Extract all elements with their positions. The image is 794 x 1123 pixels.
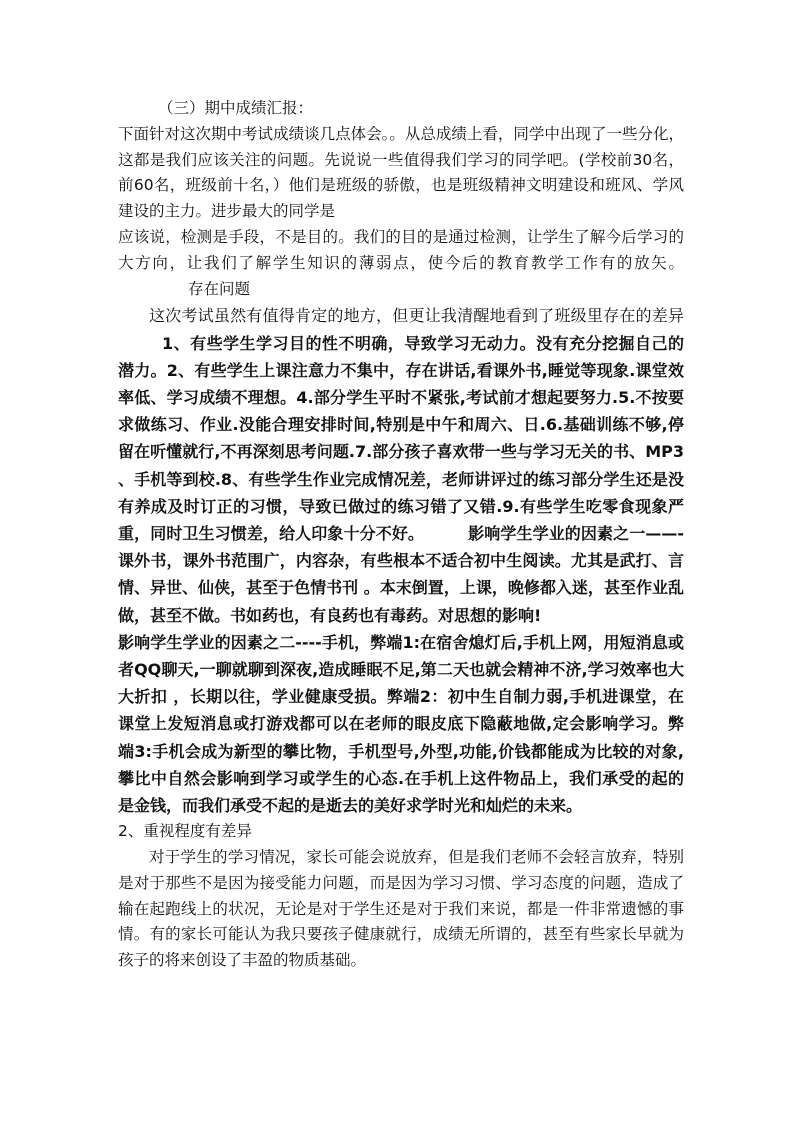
problems-paragraph [118, 302, 684, 628]
intro-paragraph [118, 122, 684, 225]
intro-text: 下面针对这次期中考试成绩谈几点体会。。从总成绩上看，同学中出现了一些分化，这都是我们应该关注的问题。先说说一些值得我们学习的同学吧。(学校前30名，前60名，班级前十名，）他们是班级的骄傲，也是班级精神文明建设和班风、学风建设的主力。进步最大的同学是 [118, 124, 684, 221]
factor-one-text: 影响学生学业的因素之一——-课外书，课外书范围广，内容杂，有些根本不适合初中生阅读。尤其是武打、言情、异世、仙侠，甚至于色情书刊 。本末倒置，上课，晚修都入迷，甚至作业乱做，甚至不做。书如药也，有良药也有毒药。对思想的影响! [118, 524, 684, 625]
item-two-body: 对于学生的学习情况，家长可能会说放弃，但是我们老师不会轻言放弃，特别是对于那些不是因为接受能力问题，而是因为学习习惯、学习态度的问题，造成了输在起跑线上的状况，无论是对于学生还是对于我们来说，都是一件非常遗憾的事情。有的家长可能认为我只要孩子健康就行，成绩无所谓的，甚至有些家长早就为孩子的将来创设了丰盈的物质基础。 [118, 848, 684, 970]
section-heading-text: （三）期中成绩汇报： [158, 99, 314, 117]
problems-list: 1、有些学生学习目的性不明确，导致学习无动力。没有充分挖掘自己的潜力。2、有些学生上课注意力不集中，存在讲话,看课外书,睡觉等现象.课堂效率低、学习成绩不理想。4.部分学生平时不紧张,考试前才想起要努力.5.不按要求做练习、作业.没能合理安排时间,特别是中午和周六、日.6.基础训练不够,停留在听懂就行,不再深刻思考问题.7.部分孩子喜欢带一些与学习无关的书、MP3 、手机等到校.8、有些学生作业完成情况差，老师讲评过的练习部分学生还是没有养成及时订正的习惯，导致已做过的练习错了又错.9.有些学生吃零食现象严重，同时卫生习惯差，给人印象十分不好。 [118, 333, 684, 543]
item-two-heading [118, 819, 684, 845]
purpose-paragraph [118, 225, 684, 302]
problems-title: 存在问题 [188, 279, 251, 298]
document-body [118, 96, 684, 974]
factor-two-text: 影响学生学业的因素之二----手机，弊端1:在宿舍熄灯后,手机上网，用短消息或者QQ聊天,一聊就聊到深夜,造成睡眠不足,第二天也就会精神不济,学习效率也大大折扣 ，长期以往，学业健康受损。弊端2：初中生自制力弱,手机进课堂，在课堂上发短消息或打游戏都可以在老师的眼皮底下隐蔽地做,定会影响学习。弊端3:手机会成为新型的攀比物，手机型号,外型,功能,价钱都能成为比较的对象,攀比中自然会影响到学习或学生的心态.在手机上这件物品上，我们承受的起的是金钱，而我们承受不起的是逝去的美好求学时光和灿烂的未来。 [118, 632, 684, 816]
purpose-text: 应该说，检测是手段，不是目的。我们的目的是通过检测，让学生了解今后学习的大方向，让我们了解学生知识的薄弱点，使今后的教育教学工作有的放矢。 [118, 227, 684, 272]
item-two-heading-text: 2、重视程度有差异 [118, 822, 252, 841]
section-heading [118, 96, 684, 122]
factor-two-paragraph [118, 629, 684, 819]
problems-intro: 这次考试虽然有值得肯定的地方，但更让我清醒地看到了班级里存在的差异 [149, 306, 684, 326]
item-two-paragraph [118, 845, 684, 974]
